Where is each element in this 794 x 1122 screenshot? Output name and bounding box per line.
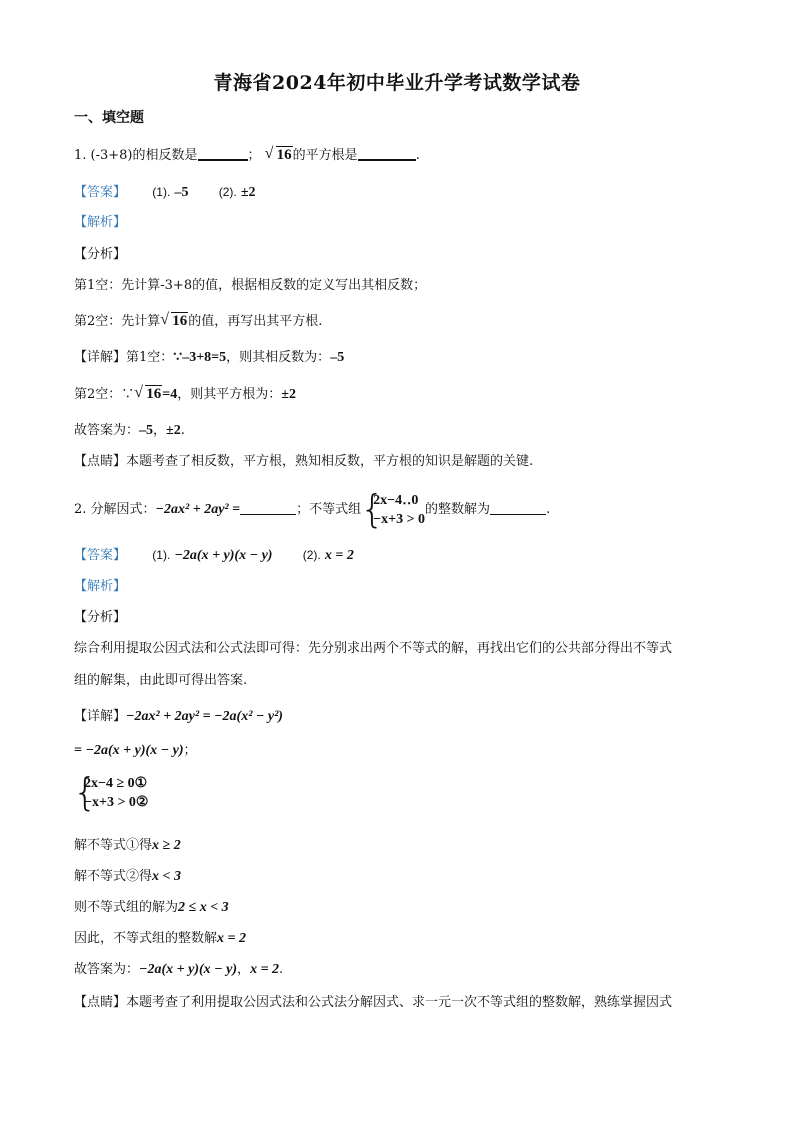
d2-a: 第2空：∵: [74, 387, 135, 402]
solve-ineq-2: [74, 867, 181, 887]
sqrt-16: √ 16: [264, 145, 292, 163]
final-sep: ，: [153, 423, 167, 438]
final-v1: –5: [139, 423, 154, 438]
detail-eq: ∵–3+8=5: [173, 350, 227, 365]
final-v2: x = 2: [250, 962, 280, 977]
q2-final-answer: [74, 960, 283, 980]
final-sep: ，: [237, 962, 251, 977]
page-title: 青海省2024年初中毕业升学考试数学试卷: [213, 72, 581, 94]
final-a: 故答案为：: [74, 962, 140, 977]
detail-val: –5: [330, 350, 345, 365]
comment-tag: 【点睛】: [74, 454, 127, 469]
solve2-text: 解不等式②得: [74, 869, 153, 884]
sys-row-1: 2x−4‥0: [373, 492, 419, 508]
q2-comment: [74, 993, 672, 1013]
final-end: .: [180, 423, 185, 438]
ans2-value: x = 2: [324, 548, 354, 563]
q1-comment: [74, 452, 533, 472]
q1-stem: [74, 145, 420, 166]
solution-set: [74, 898, 229, 918]
q2-detail: [74, 707, 283, 727]
q1-final-answer: [74, 421, 185, 441]
inequality-system-numbered: { 2x−4 ≥ 0① −x+3 > 0②: [73, 770, 149, 814]
q2-stem-a: 2. 分解因式：: [74, 502, 156, 517]
sqrt-16: √ 16: [134, 384, 162, 402]
detail-tag: 【详解】: [74, 709, 127, 724]
set-value: 2 ≤ x < 3: [178, 900, 229, 915]
sys-row-2: −x+3 > 0: [373, 511, 426, 527]
jiexi-tag: 【解析】: [74, 215, 127, 230]
q2-answer: [74, 545, 354, 566]
radicand: 16: [172, 313, 188, 329]
answer-tag: 【答案】: [74, 185, 127, 200]
answer-tag: 【答案】: [74, 548, 127, 563]
q2-blank-2: [490, 500, 546, 515]
section-heading: 一、填空题: [74, 110, 144, 126]
q1-b2-a: 第2空：先计算: [74, 314, 161, 329]
q1-detail: [74, 348, 344, 368]
q1-detail-2: [74, 384, 296, 405]
q1-stem-end: .: [415, 148, 420, 163]
q1-sep: ；: [247, 148, 261, 163]
d2-val: ±2: [281, 387, 296, 402]
detail-eq: −2ax² + 2ay² = −2a(x² − y²): [126, 709, 283, 724]
sqrt-16: √ 16: [160, 311, 188, 329]
q2-expr: −2ax² + 2ay² =: [155, 502, 241, 517]
set-text: 则不等式组的解为: [74, 900, 179, 915]
q1-blank1-analysis: 第1空：先计算-3+8的值，根据相反数的定义写出其相反数；: [74, 278, 427, 293]
q1-stem-b: 的平方根是: [292, 148, 358, 163]
q2-system: [73, 770, 149, 818]
fenxi-tag: 【分析】: [74, 610, 127, 625]
ans1-value: −2a(x + y)(x − y): [174, 548, 273, 563]
q1-blank2-analysis: [74, 311, 322, 332]
comment-tag: 【点睛】: [74, 995, 127, 1010]
q1-stem-a: 1. (-3+8)的相反数是: [74, 148, 198, 163]
solve1-value: x ≥ 2: [152, 838, 181, 853]
q1-b2-b: 的值，再写出其平方根.: [188, 314, 323, 329]
q2-sep: ；不等式组: [296, 502, 362, 517]
ans1-value: –5: [174, 185, 189, 200]
ans2-label: (2).: [302, 548, 321, 562]
q2-stem: [74, 486, 551, 531]
detail-tag: 【详解】: [74, 350, 127, 365]
fenxi-tag: 【分析】: [74, 247, 127, 262]
jiexi-tag: 【解析】: [74, 579, 127, 594]
sys2-row-1: 2x−4 ≥ 0①: [84, 776, 148, 791]
solve2-value: x < 3: [152, 869, 181, 884]
ans2-value: ±2: [240, 185, 256, 200]
int-text: 因此，不等式组的整数解: [74, 931, 218, 946]
solve-ineq-1: [74, 836, 181, 856]
ans1-label: (1).: [152, 548, 171, 562]
q2-step2: [74, 741, 197, 761]
comment-text: 本题考查了相反数，平方根，熟知相反数，平方根的知识是解题的关键.: [126, 454, 534, 469]
final-v2: ±2: [166, 423, 181, 438]
q1-blank-1: [198, 145, 248, 161]
detail-b: ，则其相反数为：: [226, 350, 331, 365]
d2-eq: =4: [162, 387, 178, 402]
radicand: 16: [276, 147, 292, 163]
step2-end: ；: [183, 743, 197, 758]
q2-blank-1: [240, 500, 296, 515]
int-value: x = 2: [217, 931, 246, 946]
ans2-label: (2).: [218, 185, 237, 199]
q2-analysis-1: 综合利用提取公因式法和公式法即可得：先分别求出两个不等式的解，再找出它们的公共部分得出不等式: [74, 641, 673, 656]
sys2-row-2: −x+3 > 0②: [84, 795, 149, 810]
integer-solution: [74, 929, 246, 949]
final-a: 故答案为：: [74, 423, 140, 438]
detail-a: 第1空：: [126, 350, 174, 365]
ans1-label: (1).: [152, 185, 171, 199]
inequality-system: { 2x−4‥0 −x+3 > 0: [360, 486, 426, 531]
q2-stem-end: .: [546, 502, 551, 517]
radicand: 16: [146, 386, 162, 402]
final-end: .: [279, 962, 284, 977]
comment-text: 本题考查了利用提取公因式法和公式法分解因式、求一元一次不等式组的整数解，熟练掌握因式: [126, 995, 673, 1010]
final-v1: −2a(x + y)(x − y): [139, 962, 238, 977]
q1-blank-2: [358, 145, 416, 161]
d2-b: ，则其平方根为：: [177, 387, 282, 402]
step2-eq: = −2a(x + y)(x − y): [74, 743, 184, 758]
solve1-text: 解不等式①得: [74, 838, 153, 853]
q2-stem-b: 的整数解为: [425, 502, 491, 517]
q1-answer: [74, 182, 256, 203]
q2-analysis-2: 组的解集，由此即可得出答案.: [74, 673, 248, 688]
